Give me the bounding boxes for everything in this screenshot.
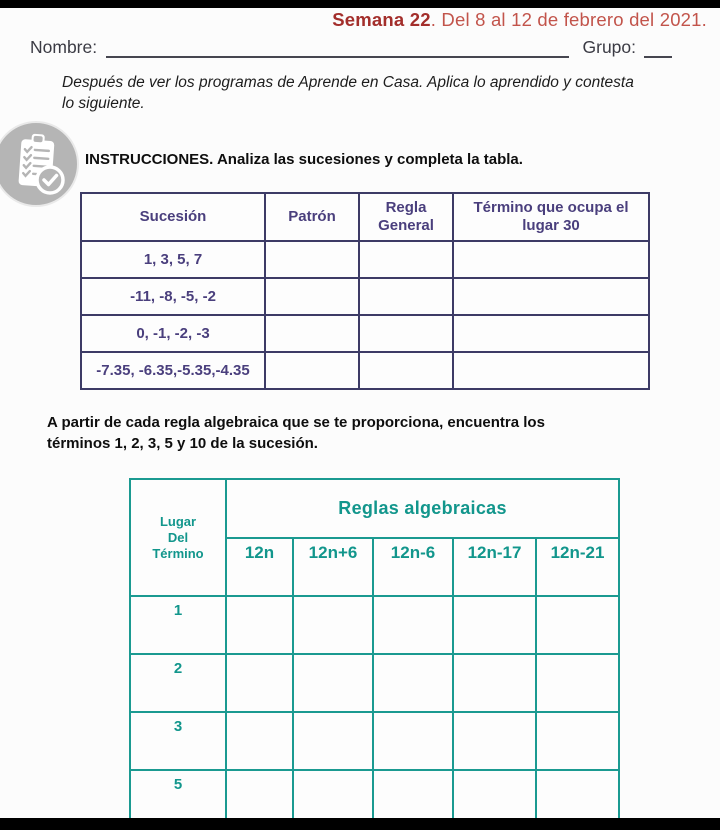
- algebraic-rules-table: [129, 478, 620, 830]
- col-header-patron: Patrón: [265, 193, 359, 241]
- answer-cell: [293, 654, 373, 712]
- answer-cell: [226, 596, 293, 654]
- answer-cell: [265, 241, 359, 278]
- answer-cell: [359, 241, 453, 278]
- bottom-black-bar: [0, 818, 720, 830]
- answer-cell: [373, 596, 453, 654]
- page-title: [0, 9, 707, 31]
- answer-cell: [453, 241, 649, 278]
- rules-table-title: Reglas algebraicas: [226, 479, 619, 538]
- intro-line-1: Después de ver los programas de Aprende en Casa. Aplica lo aprendido y contesta: [62, 74, 634, 91]
- rule-12n-minus-21: 12n-21: [536, 538, 619, 596]
- rule-12n: 12n: [226, 538, 293, 596]
- rules-title-row: [130, 479, 619, 538]
- answer-cell: [536, 596, 619, 654]
- answer-cell: [453, 654, 536, 712]
- answer-cell: [359, 278, 453, 315]
- intro-line-2: lo siguiente.: [62, 95, 145, 112]
- answer-cell: [265, 315, 359, 352]
- term-position: 1: [130, 596, 226, 654]
- rule-12n-minus-6: 12n-6: [373, 538, 453, 596]
- col-header-sucesion: Sucesión: [81, 193, 265, 241]
- answer-cell: [453, 352, 649, 389]
- answer-cell: [536, 654, 619, 712]
- week-number: Semana 22: [332, 9, 431, 30]
- name-group-row: [30, 34, 672, 58]
- sequences-table: [80, 192, 650, 390]
- sequence-label: 1, 3, 5, 7: [81, 241, 265, 278]
- task2-line-2: términos 1, 2, 3, 5 y 10 de la sucesión.: [47, 435, 318, 452]
- top-black-bar: [0, 0, 720, 8]
- table-row: [81, 278, 649, 315]
- clipboard-checklist-icon: [0, 118, 82, 210]
- rule-12n-minus-17: 12n-17: [453, 538, 536, 596]
- term-position: 5: [130, 770, 226, 830]
- answer-cell: [536, 712, 619, 770]
- table-row: [81, 241, 649, 278]
- task2-line-1: A partir de cada regla algebraica que se te proporciona, encuentra los: [47, 414, 545, 431]
- week-dates: . Del 8 al 12 de febrero del 2021.: [430, 9, 707, 30]
- answer-cell: [265, 278, 359, 315]
- group-blank-line: [644, 38, 672, 58]
- instructions-heading: INSTRUCCIONES. Analiza las sucesiones y completa la tabla.: [85, 151, 523, 168]
- answer-cell: [453, 596, 536, 654]
- answer-cell: [226, 654, 293, 712]
- answer-cell: [453, 315, 649, 352]
- answer-cell: [453, 712, 536, 770]
- table-row: [130, 712, 619, 770]
- table-row: [130, 596, 619, 654]
- answer-cell: [293, 712, 373, 770]
- task2-paragraph: [47, 412, 677, 454]
- sequence-label: -7.35, -6.35,-5.35,-4.35: [81, 352, 265, 389]
- answer-cell: [359, 352, 453, 389]
- name-label: Nombre:: [30, 37, 98, 57]
- answer-cell: [373, 654, 453, 712]
- answer-cell: [359, 315, 453, 352]
- rule-12n-plus-6: 12n+6: [293, 538, 373, 596]
- row-header-lugar-del-termino: Lugar Del Término: [130, 479, 226, 596]
- col-header-regla-general: Regla General: [359, 193, 453, 241]
- sequence-label: -11, -8, -5, -2: [81, 278, 265, 315]
- term-position: 3: [130, 712, 226, 770]
- answer-cell: [453, 278, 649, 315]
- answer-cell: [293, 596, 373, 654]
- table-row: [81, 352, 649, 389]
- answer-cell: [373, 712, 453, 770]
- table-row: [81, 315, 649, 352]
- group-label: Grupo:: [582, 37, 636, 57]
- answer-cell: [265, 352, 359, 389]
- table-row: [130, 654, 619, 712]
- answer-cell: [226, 712, 293, 770]
- term-position: 2: [130, 654, 226, 712]
- intro-paragraph: [62, 72, 682, 114]
- sequence-label: 0, -1, -2, -3: [81, 315, 265, 352]
- name-blank-line: [106, 38, 568, 58]
- col-header-termino-30: Término que ocupa el lugar 30: [453, 193, 649, 241]
- sequences-table-header-row: [81, 193, 649, 241]
